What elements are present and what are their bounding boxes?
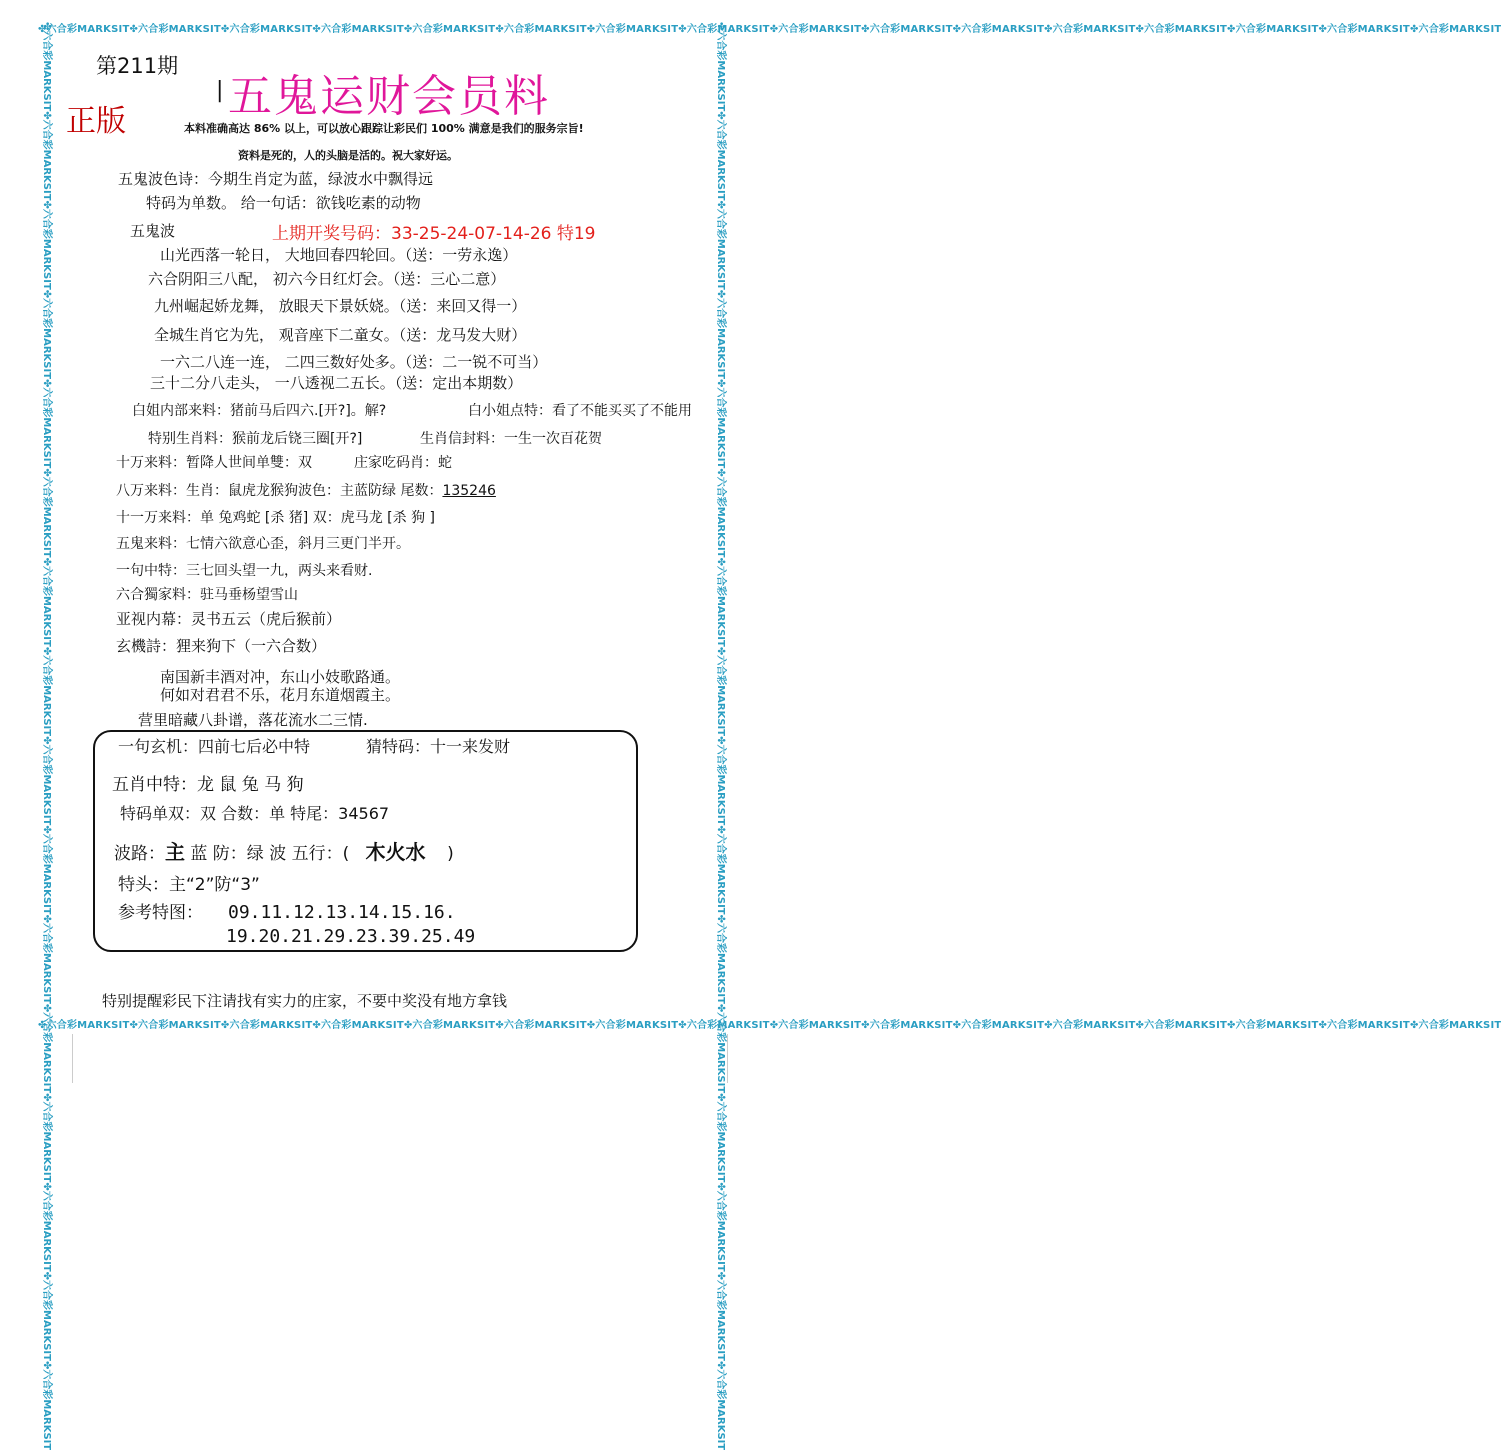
footer-reminder: 特别提醒彩民下注请找有实力的庄家，不要中奖没有地方拿钱 [102,992,508,1010]
last-draw-numbers: 上期开奖号码：33-25-24-07-14-26 特19 [272,224,596,244]
box-head-number: 特头：主“2”防“3” [118,875,260,895]
border-watermark-top: ✤六合彩MARKSIT✤六合彩MARKSIT✤六合彩MARKSIT✤六合彩MARKSIT✤六合彩MARKSIT✤六合彩MARKSIT✤六合彩MARKSIT✤六合彩MARKSIT✤六合彩MARKSIT✤六合彩MARKSIT✤六合彩MARKSIT✤六合彩MARKSIT✤六合彩MARKSIT✤六合彩MARKSIT✤六合彩MARKSIT✤六合彩MARKSIT [38,24,1501,35]
one-sentence-tip: 一句中特：三七回头望一九，两头来看财. [116,563,373,579]
page-title: 五鬼运财会员料 [228,71,550,122]
baijie-material: 白姐内部来料：猪前马后四六.[开?]。解? [132,403,387,419]
verse-line: 何如对君君不乐，花月东道烟霞主。 [160,686,401,704]
shiyiwan-material: 十一万来料：单 兔鸡蛇 [杀 猪] 双：虎马龙 [杀 狗 ] [116,510,435,526]
wugui-material: 五鬼来料：七情六欲意心歪，斜月三更门半开。 [116,536,410,552]
page-edge-right [727,1034,728,1083]
issue-number: 第211期 [96,54,179,78]
poem-line: 六合阴阳三八配， 初六今日红灯会。（送：三心二意） [148,270,506,288]
box-wave-main: 主 [165,840,185,864]
poem-line: 三十二分八走头， 一八透视二五长。（送：定出本期数） [150,374,523,392]
bawan-tail-digits: 135246 [442,483,496,499]
wave-poem-line2: 特码为单数。 给一句话：欲钱吃素的动物 [146,194,421,212]
wave-label: 五鬼波 [130,222,176,240]
box-five-zodiac: 五肖中特：龙 鼠 兔 马 狗 [112,775,304,795]
page-edge-left [72,1034,73,1083]
box-wave-elements: 木火水 [365,840,426,864]
verse-line: 营里暗藏八卦谱，落花流水二三情. [138,711,368,729]
shiwan-material: 十万来料：暂降人世间单雙：双 [116,455,312,471]
border-watermark-bottom: ✤六合彩MARKSIT✤六合彩MARKSIT✤六合彩MARKSIT✤六合彩MARKSIT✤六合彩MARKSIT✤六合彩MARKSIT✤六合彩MARKSIT✤六合彩MARKSIT✤六合彩MARKSIT✤六合彩MARKSIT✤六合彩MARKSIT✤六合彩MARKSIT✤六合彩MARKSIT✤六合彩MARKSIT✤六合彩MARKSIT✤六合彩MARKSIT [38,1020,1501,1031]
zodiac-letter-material: 生肖信封料：一生一次百花贺 [420,431,602,447]
edition-label: 正版 [66,104,126,139]
poem-line: 全城生肖它为先， 观音座下二童女。（送：龙马发大财） [154,326,527,344]
poem-line: 一六二八连一连， 二四三数好处多。（送：二一锐不可当） [160,353,548,371]
border-watermark-right: ✤六合彩MARKSIT✤六合彩MARKSIT✤六合彩MARKSIT✤六合彩MARKSIT✤六合彩MARKSIT✤六合彩MARKSIT✤六合彩MARKSIT✤六合彩MARKSIT✤六合彩MARKSIT✤六合彩MARKSIT✤六合彩MARKSIT✤六合彩MARKSIT✤六合彩MARKSIT✤六合彩MARKSIT✤六合彩MARKSIT✤六合彩MARKSIT [715,22,726,1450]
motto: 资料是死的，人的头脑是活的。祝大家好运。 [238,149,458,162]
special-zodiac-material: 特别生肖料：猴前龙后铙三圈[开?] [148,431,363,447]
title-cursor-bar: | [216,78,224,103]
box-wave-close: ) [447,844,454,864]
border-watermark-left: ✤六合彩MARKSIT✤六合彩MARKSIT✤六合彩MARKSIT✤六合彩MARKSIT✤六合彩MARKSIT✤六合彩MARKSIT✤六合彩MARKSIT✤六合彩MARKSIT✤六合彩MARKSIT✤六合彩MARKSIT✤六合彩MARKSIT✤六合彩MARKSIT✤六合彩MARKSIT✤六合彩MARKSIT✤六合彩MARKSIT✤六合彩MARKSIT [41,22,52,1450]
bawan-material: 八万来料：生肖：鼠虎龙猴狗波色：主蓝防绿 尾数：135246 [116,483,496,499]
accuracy-note: 本料准确高达 86% 以上，可以放心跟踪让彩民们 100% 满意是我们的服务宗旨! [184,122,584,135]
box-reference-label: 参考特图： [118,903,203,923]
yashi-inside: 亚视内幕：灵书五云（虎后猴前） [116,610,342,628]
poem-line: 九州崛起娇龙舞， 放眼天下景妖娆。（送：来回又得一） [154,297,527,315]
box-wave-label: 波路： [114,844,165,864]
liuhe-exclusive: 六合獨家料：驻马垂杨望雪山 [116,587,298,603]
box-guess-number: 猜特码：十一来发财 [366,737,511,756]
box-wave-row [114,836,454,865]
box-wave-rest: 蓝 防：绿 波 五行：( [190,844,350,864]
box-reference-numbers-2: 19.20.21.29.23.39.25.49 [226,926,476,947]
box-xuanji: 一句玄机：四前七后必中特 [118,737,311,756]
poem-line: 山光西落一轮日， 大地回春四轮回。（送：一劳永逸） [160,246,518,264]
box-odd-even: 特码单双：双 合数：单 特尾：34567 [120,804,390,823]
xuanji-poem: 玄機詩：狸来狗下（一六合数） [116,637,327,655]
dealer-zodiac: 庄家吃码肖：蛇 [354,455,452,471]
box-reference-numbers-1: 09.11.12.13.14.15.16. [228,902,456,923]
baixiaojie-tip: 白小姐点特：看了不能买买了不能用 [468,403,692,419]
verse-line: 南国新丰酒对冲，东山小妓歌路通。 [160,668,401,686]
wave-poem-line1: 五鬼波色诗：今期生肖定为蓝，绿波水中飘得远 [118,170,434,188]
